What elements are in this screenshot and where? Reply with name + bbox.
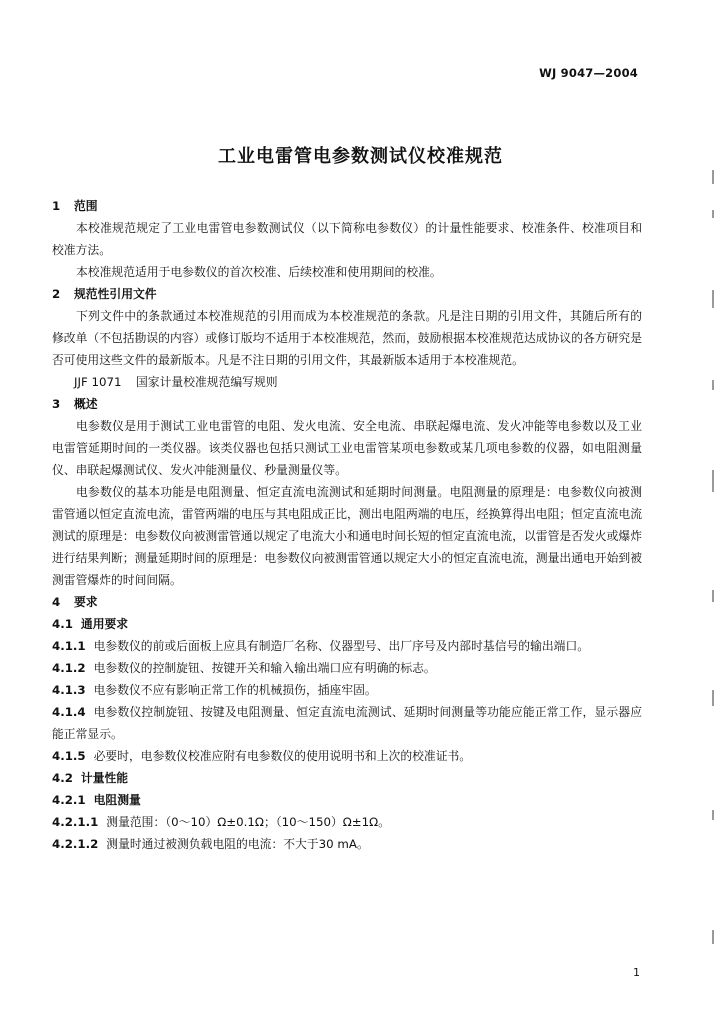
clause-text: 电参数仪的控制旋钮、按键开关和输入输出端口应有明确的标志。 [93, 661, 436, 675]
clause-number: 4.1.1 [52, 639, 86, 653]
document-title: 工业电雷管电参数测试仪校准规范 [218, 146, 503, 167]
scan-margin-marks [712, 170, 716, 990]
section-heading-2 [52, 283, 642, 305]
section-heading-3 [52, 393, 642, 415]
paragraph: 电参数仪的基本功能是电阻测量、恒定直流电流测试和延期时间测量。电阻测量的原理是：电参数仪向被测雷管通以恒定直流电流，雷管两端的电压与其电阻成正比，测出电阻两端的电压，经换算得出电阻；恒定直流电流测试的原理是：电参数仪向被测雷管通以规定了电流大小和通电时间长短的恒定直流电流，以雷管是否发火或爆炸进行结果判断；测量延期时间的原理是：电参数仪向被测雷管通以规定大小的恒定直流电流，测量出通电开始到被测雷管爆炸的时间间隔。 [52, 485, 642, 587]
clause-number: 4.1.4 [52, 705, 86, 719]
clause-text: 测量范围：（0～10）Ω±0.1Ω；（10～150）Ω±1Ω。 [106, 815, 390, 829]
clause-text: 电参数仪不应有影响正常工作的机械损伤，插座牢固。 [93, 683, 377, 697]
clause [52, 833, 642, 855]
subsection-number: 4.2.1 [52, 793, 86, 807]
paragraph: 本校准规范规定了工业电雷管电参数测试仪（以下简称电参数仪）的计量性能要求、校准条件、校准项目和校准方法。 [52, 221, 642, 257]
section-title: 要求 [74, 595, 98, 609]
reference-code: JJF 1071 [74, 375, 122, 389]
subsection-heading [52, 613, 642, 635]
paragraph: 下列文件中的条款通过本校准规范的引用而成为本校准规范的条款。凡是注日期的引用文件，其随后所有的修改单（不包括勘误的内容）或修订版均不适用于本校准规范，然而，鼓励根据本校准规范达成协议的各方研究是否可使用这些文件的最新版本。凡是不注日期的引用文件，其最新版本适用于本校准规范。 [52, 309, 642, 367]
section-number: 2 [52, 287, 61, 301]
paragraph: 电参数仪是用于测试工业电雷管的电阻、发火电流、安全电流、串联起爆电流、发火冲能等电参数以及工业电雷管延期时间的一类仪器。该类仪器也包括只测试工业电雷管某项电参数或某几项电参数的仪器，如电阻测量仪、串联起爆测试仪、发火冲能测量仪、秒量测量仪等。 [52, 419, 642, 477]
paragraph: 本校准规范适用于电参数仪的首次校准、后续校准和使用期间的校准。 [76, 265, 442, 279]
page-number: 1 [633, 966, 640, 979]
subsection-number: 4.2 [52, 771, 73, 785]
section-heading-4 [52, 591, 642, 613]
subsection-heading [52, 789, 642, 811]
section-heading-1 [52, 195, 642, 217]
section-number: 4 [52, 595, 61, 609]
section-title: 范围 [74, 199, 98, 213]
clause [52, 679, 642, 701]
clause-number: 4.1.2 [52, 661, 86, 675]
section-number: 3 [52, 397, 61, 411]
subsection-title: 电阻测量 [93, 793, 141, 807]
standard-code: WJ 9047—2004 [539, 66, 638, 80]
section-title: 规范性引用文件 [74, 287, 157, 301]
subsection-heading [52, 767, 642, 789]
clause-text: 测量时通过被测负载电阻的电流：不大于30 mA。 [106, 837, 369, 851]
reference-title: 国家计量校准规范编写规则 [136, 375, 278, 389]
section-number: 1 [52, 199, 61, 213]
clause-number: 4.1.3 [52, 683, 86, 697]
clause-text: 电参数仪的前或后面板上应具有制造厂名称、仪器型号、出厂序号及内部时基信号的输出端口。 [93, 639, 590, 653]
section-title: 概述 [74, 397, 98, 411]
normative-reference [52, 371, 642, 393]
clause-number: 4.2.1.2 [52, 837, 99, 851]
clause-text: 必要时，电参数仪校准应附有电参数仪的使用说明书和上次的校准证书。 [93, 749, 472, 763]
subsection-number: 4.1 [52, 617, 73, 631]
clause-number: 4.2.1.1 [52, 815, 99, 829]
subsection-title: 计量性能 [80, 771, 129, 785]
clause [52, 745, 642, 767]
clause [52, 635, 642, 657]
document-body [52, 195, 642, 855]
clause-text: 电参数仪控制旋钮、按键及电阻测量、恒定直流电流测试、延期时间测量等功能应能正常工作，显示器应能正常显示。 [52, 705, 642, 741]
clause [52, 701, 642, 745]
clause [52, 657, 642, 679]
clause-number: 4.1.5 [52, 749, 86, 763]
clause [52, 811, 642, 833]
subsection-title: 通用要求 [80, 617, 129, 631]
